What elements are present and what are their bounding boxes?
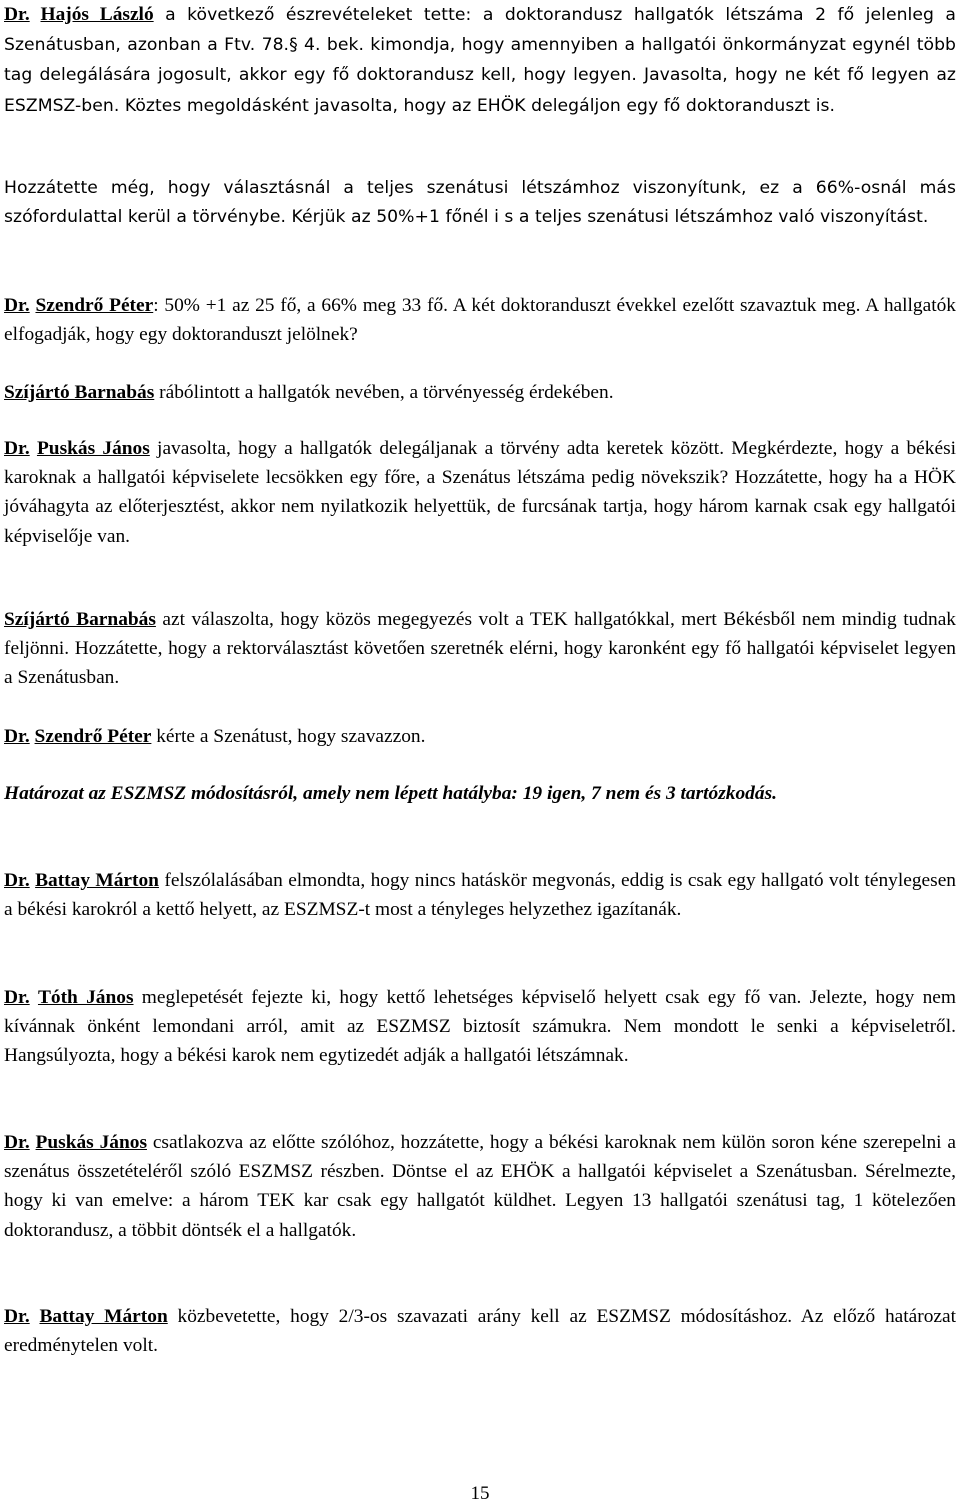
paragraph-szijarto-1 xyxy=(4,378,956,407)
paragraph-battay-2 xyxy=(4,1302,956,1360)
speaker-title: Dr. xyxy=(4,4,30,25)
paragraph-text: csatlakozva az előtte szólóhoz, hozzátette, hogy a békési karoknak nem külön soron kéne szerepelni a szenátus összetételéről szóló ESZMSZ részben. Döntse el az EHÖK a hallgatói képviselet a Szenátusban. Sérelmezte, hogy ki van emelve: a három TEK kar csak egy hallgatót küldhet. Legyen 13 hallgatói szenátusi tag, 1 kötelezően doktorandusz, a többit döntsék el a hallgatók. xyxy=(4,1132,956,1241)
paragraph-text: közbevetette, hogy 2/3-os szavazati arány kell az ESZMSZ módosításhoz. Az előző határozat eredménytelen volt. xyxy=(4,1306,956,1357)
speaker-name: Puskás János xyxy=(35,1132,147,1153)
paragraph-text: felszólalásában elmondta, hogy nincs hatáskör megvonás, eddig is csak egy hallgató volt ténylegesen a békési karokról a kettő helyett, az ESZMSZ-t most a tényleges helyzethez igazítanák. xyxy=(4,870,957,921)
paragraph-szijarto-2 xyxy=(4,605,956,693)
speaker-name: Battay Márton xyxy=(39,1306,168,1327)
paragraph-puskas-2 xyxy=(4,1128,956,1245)
paragraph-text: kérte a Szenátust, hogy szavazzon. xyxy=(151,726,426,747)
paragraph-battay-1 xyxy=(4,866,956,924)
speaker-name: Szíjártó Barnabás xyxy=(4,609,156,630)
decision-text: Határozat az ESZMSZ módosításról, amely nem lépett hatályba: 19 igen, 7 nem és 3 tartózkodás. xyxy=(4,783,777,804)
paragraph-text: azt válaszolta, hogy közös megegyezés volt a TEK hallgatókkal, mert Békésből nem mindig tudnak feljönni. Hozzátette, hogy a rektorválasztást követően szeretnék elérni, hogy karonként egy fő hallgatói képviselet legyen a Szenátusban. xyxy=(4,609,957,689)
paragraph-szendro-1 xyxy=(4,291,956,349)
paragraph-hajos xyxy=(4,0,956,121)
speaker-title: Dr. xyxy=(4,870,30,891)
paragraph-puskas-1 xyxy=(4,434,956,551)
speaker-name: Hajós László xyxy=(40,4,154,25)
page-number: 15 xyxy=(470,1483,490,1504)
paragraph-text: rábólintott a hallgatók nevében, a törvényesség érdekében. xyxy=(154,382,614,403)
paragraph-hozzatette xyxy=(4,174,956,232)
decision-paragraph xyxy=(4,779,956,808)
speaker-name: Szendrő Péter xyxy=(35,295,154,316)
paragraph-text: a következő észrevételeket tette: a doktorandusz hallgatók létszáma 2 fő jelenleg a Szenátusban, azonban a Ftv. 78.§ 4. bek. kimondja, hogy amennyiben a hallgatói önkormányzat egynél több tag delegálására jogosult, akkor egy fő doktorandusz kell, hogy legyen. Javasolta, hogy ne két fő legyen az ESZMSZ-ben. Köztes megoldásként javasolta, hogy az EHÖK delegáljon egy fő doktoranduszt is. xyxy=(4,5,956,116)
paragraph-text: : 50% +1 az 25 fő, a 66% meg 33 fő. A két doktoranduszt évekkel ezelőtt szavaztuk meg. A hallgatók elfogadják, hogy egy doktoranduszt jelölnek? xyxy=(4,295,956,346)
speaker-name: Tóth János xyxy=(37,987,134,1008)
speaker-title: Dr. xyxy=(4,438,30,459)
speaker-title: Dr. xyxy=(4,726,30,747)
speaker-title: Dr. xyxy=(4,987,30,1008)
paragraph-text: javasolta, hogy a hallgatók delegáljanak a törvény adta keretek között. Megkérdezte, hogy a békési karoknak a hallgatói képviselete lecsökken egy főre, a Szenátus létszáma pedig növekszik? Hozzátette, hogy ha a HÖK jóváhagyta az előterjesztést, akkor nem nyilatkozik helyettük, de furcsának tartja, hogy három karnak csak egy hallgatói képviselője van. xyxy=(4,438,956,547)
paragraph-toth xyxy=(4,983,956,1071)
speaker-title: Dr. xyxy=(4,295,30,316)
paragraph-text: meglepetését fejezte ki, hogy kettő lehetséges képviselő helyett csak egy fő van. Jelezte, hogy nem kívánnak önként lemondani arról, amit az ESZMSZ biztosít számukra. Nem mondott le senki a képviseletről. Hangsúlyozta, hogy a békési karok nem egytizedét adják a hallgatói létszámnak. xyxy=(4,987,956,1067)
speaker-name: Battay Márton xyxy=(35,870,159,891)
speaker-name: Szendrő Péter xyxy=(34,726,152,747)
speaker-title: Dr. xyxy=(4,1306,30,1327)
paragraph-text: Hozzátette még, hogy választásnál a teljes szenátusi létszámhoz viszonyítunk, ez a 66%-osnál más szófordulattal kerül a törvénybe. Kérjük az 50%+1 főnél i s a teljes szenátusi létszámhoz való viszonyítást. xyxy=(4,178,956,228)
speaker-title: Dr. xyxy=(4,1132,30,1153)
speaker-name: Szíjártó Barnabás xyxy=(4,382,155,403)
speaker-name: Puskás János xyxy=(36,438,150,459)
paragraph-szendro-2 xyxy=(4,722,956,751)
